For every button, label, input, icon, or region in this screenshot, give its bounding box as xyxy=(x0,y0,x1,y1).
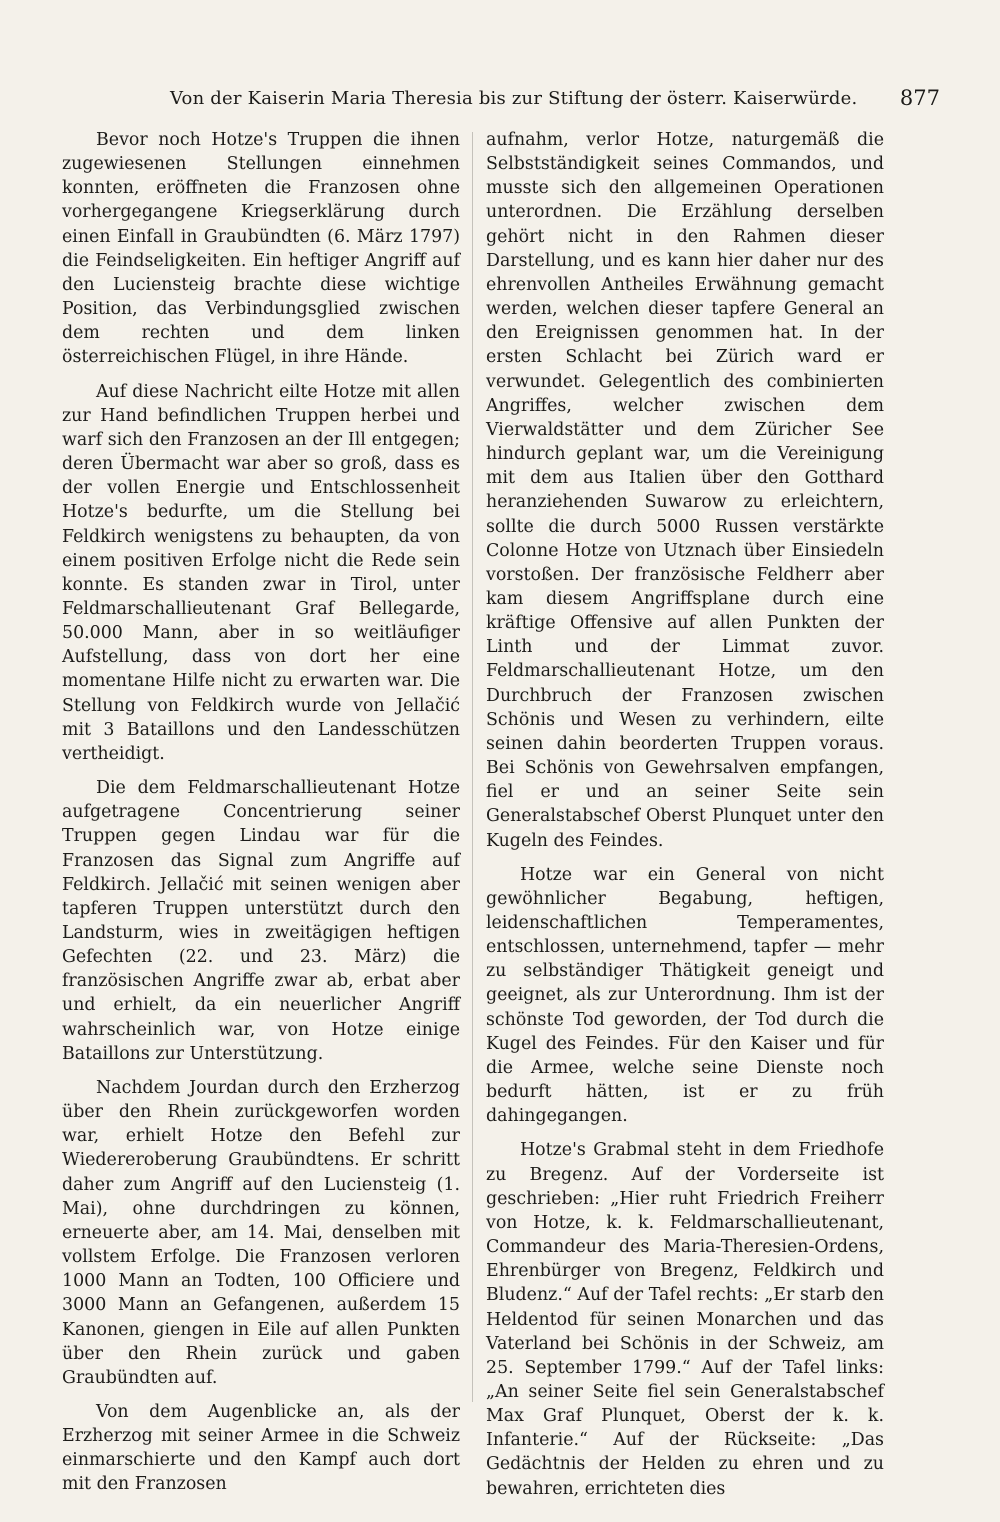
running-title: Von der Kaiserin Maria Theresia bis zur Stiftung der österr. Kaiserwürde. xyxy=(170,88,858,109)
paragraph: Von dem Augenblicke an, als der Erzherzog mit seiner Armee in die Schweiz einmarschierte und den Kampf auch dort mit den Franzosen xyxy=(62,1401,460,1495)
paragraph: Hotze's Grabmal steht in dem Friedhofe zu Bregenz. Auf der Vorderseite ist geschrieben: „Hier ruht Friedrich Freiherr von Hotze, k. k. Feldmarschallieutenant, Commandeur des Maria-Theresien-Ordens, Ehrenbürger von Bregenz, Feldkirch und Bludenz.“ Auf der Tafel rechts: „Er starb den Heldentod für seinen Monarchen und das Vaterland bei Schönis in der Schweiz, am 25. September 1799.“ Auf der Tafel links: „An seiner Seite fiel sein Generalstabschef Max Graf Plunquet, Oberst der k. k. Infanterie.“ Auf der Rückseite: „Das Gedächtnis der Helden zu ehren und zu bewahren, errichteten dies xyxy=(486,1140,884,1499)
paragraph: Hotze war ein General von nicht gewöhnlicher Begabung, heftigen, leidenschaftlichen Temperamentes, entschlossen, unternehmend, tapfer — mehr zu selbständiger Thätigkeit geneigt und geeignet, als zur Unterordnung. Ihm ist der schönste Tod geworden, der Tod durch die Kugel des Feindes. Für den Kaiser und für die Armee, welche seine Dienste noch bedurft hätten, ist er zu früh dahingegangen. xyxy=(486,864,884,1127)
page-number: 877 xyxy=(899,86,940,110)
paragraph: Bevor noch Hotze's Truppen die ihnen zugewiesenen Stellungen einnehmen konnten, eröffneten die Franzosen ohne vorhergegangene Kriegserklärung durch einen Einfall in Graubündten (6. März 1797) die Feindseligkeiten. Ein heftiger Angriff auf den Luciensteig brachte diese wichtige Position, das Verbindungsglied zwischen dem rechten und dem linken österreichischen Flügel, in ihre Hände. xyxy=(62,130,460,368)
paragraph: Auf diese Nachricht eilte Hotze mit allen zur Hand befindlichen Truppen herbei und warf sich den Franzosen an der Ill entgegen; deren Übermacht war aber so groß, dass es der vollen Energie und Entschlossenheit Hotze's bedurfte, um die Stellung bei Feldkirch wenigstens zu behaupten, da von einem positiven Erfolge nicht die Rede sein konnte. Es standen zwar in Tirol, unter Feldmarschallieutenant Graf Bellegarde, 50.000 Mann, aber in so weitläufiger Aufstellung, dass von dort her eine momentane Hilfe nicht zu erwarten war. Die Stellung von Feldkirch wurde von Jellačić mit 3 Bataillons und den Landesschützen vertheidigt. xyxy=(62,381,460,764)
left-column xyxy=(62,128,460,1497)
column-divider xyxy=(472,132,473,1402)
paragraph: aufnahm, verlor Hotze, naturgemäß die Selbstständigkeit seines Commandos, und musste sich den allgemeinen Operationen unterordnen. Die Erzählung derselben gehört nicht in den Rahmen dieser Darstellung, und es kann hier daher nur des ehrenvollen Antheiles Erwähnung gemacht werden, welchen dieser tapfere General an den Ereignissen genommen hat. In der ersten Schlacht bei Zürich ward er verwundet. Gelegentlich des combinierten Angriffes, welcher zwischen dem Vierwaldstätter und dem Züricher See hindurch geplant war, um die Vereinigung mit dem aus Italien über den Gotthard heranziehenden Suwarow zu erleichtern, sollte die durch 5000 Russen verstärkte Colonne Hotze von Utznach über Einsiedeln vorstoßen. Der französische Feldherr aber kam diesem Angriffsplane durch eine kräftige Offensive auf allen Punkten der Linth und der Limmat zuvor. Feldmarschallieutenant Hotze, um den Durchbruch der Franzosen zwischen Schönis und Wesen zu verhindern, eilte seinen dahin beorderten Truppen voraus. Bei Schönis von Gewehrsalven empfangen, fiel er und an seiner Seite sein Generalstabschef Oberst Plunquet unter den Kugeln des Feindes. xyxy=(486,130,884,851)
paragraph: Die dem Feldmarschallieutenant Hotze aufgetragene Concentrierung seiner Truppen gegen Lindau war für die Franzosen das Signal zum Angriffe auf Feldkirch. Jellačić mit seinen wenigen aber tapferen Truppen unterstützt durch den Landsturm, wies in zweitägigen heftigen Gefechten (22. und 23. März) die französischen Angriffe zwar ab, erbat aber und erhielt, da ein neuerlicher Angriff wahrscheinlich war, von Hotze einige Bataillons zur Unterstützung. xyxy=(62,778,460,1064)
right-column xyxy=(486,128,884,1501)
running-head xyxy=(60,84,940,114)
paragraph: Nachdem Jourdan durch den Erzherzog über den Rhein zurückgeworfen worden war, erhielt Hotze den Befehl zur Wiedereroberung Graubündtens. Er schritt daher zum Angriff auf den Luciensteig (1. Mai), ohne durchdringen zu können, erneuerte aber, am 14. Mai, denselben mit vollstem Erfolge. Die Franzosen verloren 1000 Mann an Todten, 100 Officiere und 3000 Mann an Gefangenen, außerdem 15 Kanonen, giengen in Eile auf allen Punkten über den Rhein zurück und gaben Graubündten auf. xyxy=(62,1077,460,1388)
